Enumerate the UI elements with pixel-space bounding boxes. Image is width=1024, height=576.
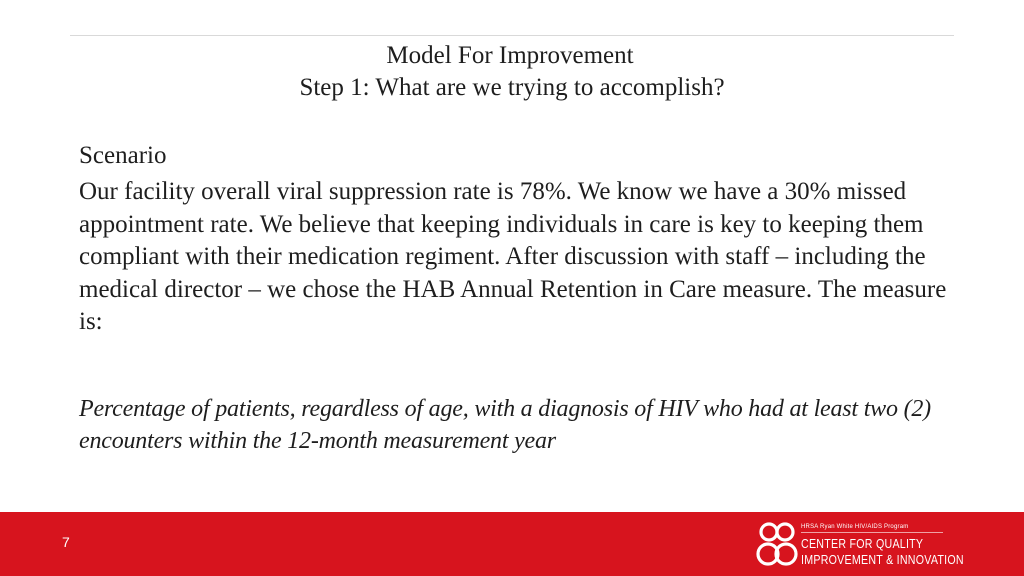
slide-title [0, 40, 1024, 104]
cqii-logo-mark-icon [755, 518, 801, 572]
logo-tagline: HRSA Ryan White HIV/AIDS Program [801, 524, 909, 530]
scenario-body: Our facility overall viral suppression rate is 78%. We know we have a 30% missed appointment rate. We believe that keeping individuals in care is key to keeping them compliant with their medication regiment. After discussion with staff – including the medical director – we chose the HAB Annual Retention in Care measure. The measure is: [79, 178, 947, 335]
footer-bar [0, 512, 1024, 576]
measure-definition: Percentage of patients, regardless of age, with a diagnosis of HIV who had at least two (2) encounters within the 12-month measurement year [79, 396, 931, 454]
logo-text-line-2: IMPROVEMENT & INNOVATION [801, 552, 964, 567]
top-divider [70, 35, 954, 36]
logo-text-line-1: CENTER FOR QUALITY [801, 536, 924, 551]
cqii-logo [755, 518, 964, 572]
scenario-heading: Scenario [79, 142, 167, 169]
title-line-2: Step 1: What are we trying to accomplish? [299, 74, 725, 101]
title-line-1: Model For Improvement [386, 42, 634, 69]
logo-tagline-rule [801, 532, 943, 533]
page-number: 7 [62, 534, 70, 550]
scenario-section [79, 140, 959, 339]
